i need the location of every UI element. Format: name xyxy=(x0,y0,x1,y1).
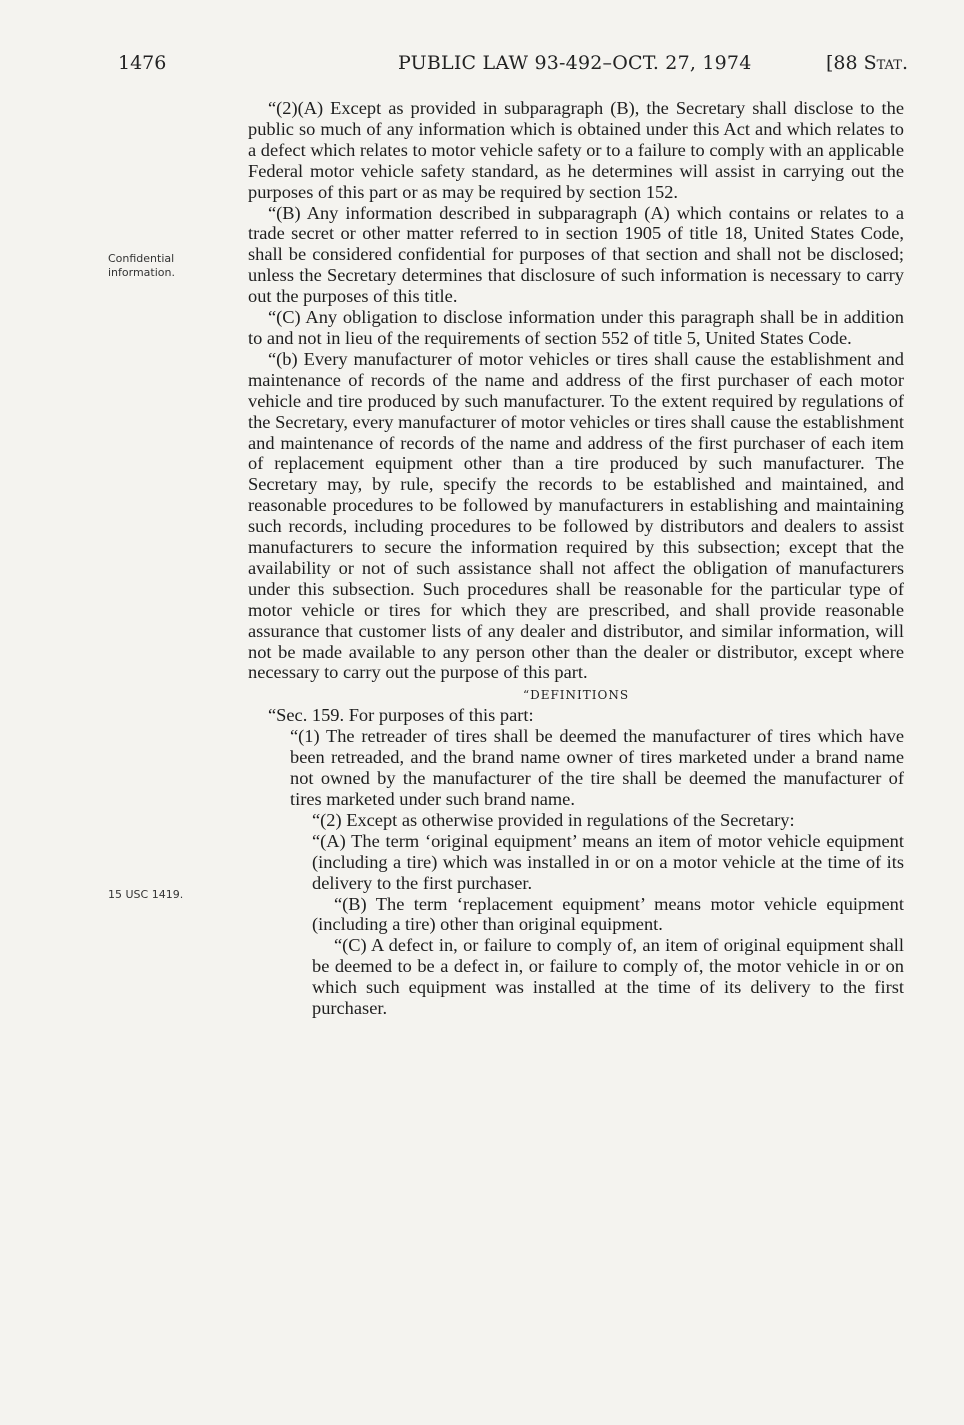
paragraph-2a: “(2)(A) Except as provided in subparagraph (B), the Secretary shall disclose to the public so much of any information which is obtained under this Act and which relates to a defect which relates to motor vehicle safety or to a failure to comply with an applicable Federal motor vehicle safety standard, as he determines will assist in carrying out the purposes of this part or as may be required by section 152. xyxy=(248,98,904,202)
definitions-heading: “DEFINITIONS xyxy=(522,688,630,703)
definition-2b: “(B) The term ‘replacement equipment’ means motor vehicle equipment (including a tire) other than original equipment. xyxy=(312,893,904,935)
definition-2c: “(C) A defect in, or failure to comply of, an item of original equipment shall be deemed to be a defect in, or failure to comply of, the motor vehicle in or on which such equipment was installed at the time of its delivery to the first purchaser. xyxy=(312,935,904,1019)
definition-2: “(2) Except as otherwise provided in regulations of the Secretary: xyxy=(312,809,795,830)
page-header xyxy=(118,52,908,82)
definition-2a: “(A) The term ‘original equipment’ means an item of motor vehicle equipment (including a tire) which was installed in or on a motor vehicle at the time of its delivery to the first purchaser. xyxy=(312,830,904,893)
document-body xyxy=(248,98,904,1019)
paragraph-2b: “(B) Any information described in subparagraph (A) which contains or relates to a trade secret or other matter referred to in section 1905 of title 18, United States Code, shall be considered confidential for purposes of that section and shall not be disclosed; unless the Secretary determines that disclosure of such information is necessary to carry out the purposes of this title. xyxy=(248,202,904,307)
statute-reference xyxy=(826,52,908,74)
definition-1: “(1) The retreader of tires shall be deemed the manufacturer of tires which have been retreaded, and the brand name owner of tires marketed under a brand name not owned by the manufacturer of the tire shall be deemed the manufacturer of tires marketed under such brand name. xyxy=(290,726,904,809)
statute-volume: [88 xyxy=(825,52,864,74)
paragraph-2c: “(C) Any obligation to disclose information under this paragraph shall be in addition to and not in lieu of the requirements of section 552 of title 5, United States Code. xyxy=(248,307,904,348)
page-number: 1476 xyxy=(118,52,167,74)
margin-note-usc: 15 USC 1419. xyxy=(108,888,184,901)
running-title: PUBLIC LAW 93-492–OCT. 27, 1974 xyxy=(398,52,752,74)
paragraph-b: “(b) Every manufacturer of motor vehicles or tires shall cause the establishment and maintenance of records of the name and address of the first purchaser of each motor vehicle and tire produced by such manufacturer. To the extent required by regulations of the Secretary, every manufacturer of motor vehicles or tires shall cause the establishment and maintenance of records of the name and address of the first purchaser of each item of replacement equipment other than a tire produced by such manufacturer. The Secretary may, by rule, specify the records to be established and maintained, and reasonable procedures to be followed by manufacturers in establishing and maintaining such records, including procedures to be followed by distributors and dealers to assist manufacturers to secure the information required by this subsection; except that the availability or not of such assistance shall not affect the obligation of manufacturers under this subsection. Such procedures shall be reasonable for the particular type of motor vehicle or tires for which they are prescribed, and shall provide reasonable assurance that customer lists of any dealer and distributor, and similar information, will not be made available to any person other than the dealer or distributor, except where necessary to carry out the purpose of this part. xyxy=(248,348,904,683)
margin-note-confidential: Confidential information. xyxy=(108,252,175,279)
section-159: “Sec. 159. For purposes of this part: xyxy=(268,705,534,726)
statute-label: Stat. xyxy=(863,52,908,74)
